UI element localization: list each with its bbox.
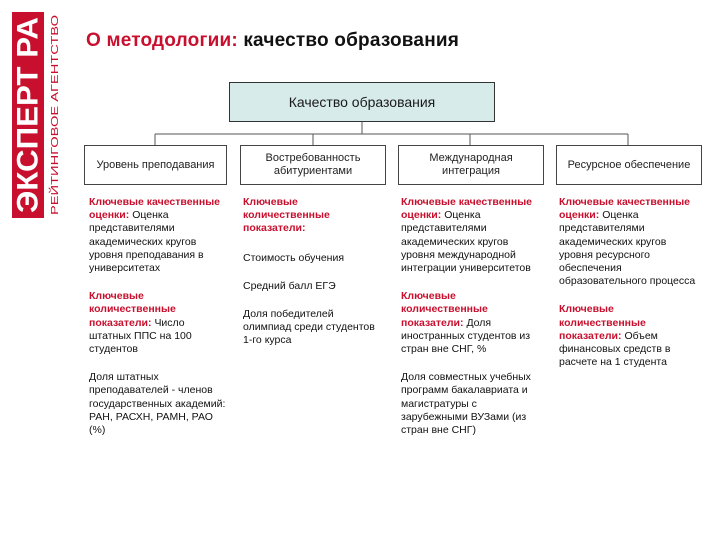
column-teaching [89, 196, 229, 452]
indicator-block [559, 303, 699, 369]
indicator-block [243, 308, 383, 348]
root-node-box [229, 82, 495, 122]
indicator-text: Оценка представителями академических кругов уровня ресурсного обеспечения образовательного процесса [559, 209, 696, 288]
column-header-international [398, 145, 544, 185]
indicator-key: Ключевые качественные оценки: [401, 196, 533, 222]
indicator-text: Объем финансовых средств в расчете на 1 студента [559, 329, 671, 369]
indicator-text: Средний балл ЕГЭ [243, 279, 336, 292]
column-header-label: Уровень преподавания [96, 158, 215, 171]
indicator-block [243, 280, 383, 293]
column-header-label: Ресурсное обеспечение [567, 158, 691, 171]
indicator-block [89, 290, 229, 356]
logo-main-text: ЭКСПЕРТ РА [11, 25, 45, 213]
indicator-key: Ключевые количественные показатели: [89, 290, 176, 329]
indicator-block [401, 371, 541, 437]
column-demand [243, 196, 383, 363]
column-header-teaching [84, 145, 227, 185]
indicator-key: Ключевые количественные показатели: [243, 196, 330, 235]
indicator-text: Доля победителей олимпиад среди студентов 1-го курса [243, 308, 375, 347]
indicator-text: Оценка представителями академических кругов уровня международной интеграции университетов [401, 209, 531, 275]
indicator-key: Ключевые количественные показатели: [401, 290, 488, 329]
page-title [86, 30, 459, 52]
indicator-block [401, 196, 541, 275]
indicator-block [243, 252, 383, 265]
indicator-text: Число штатных ППС на 100 студентов [89, 316, 192, 356]
indicator-block [89, 371, 229, 437]
root-node-label: Качество образования [288, 94, 436, 110]
indicator-key: Ключевые количественные показатели: [559, 303, 646, 342]
expert-ra-logo [8, 10, 66, 220]
logo-sub-text: РЕЙТИНГОВОЕ АГЕНТСТВО [49, 71, 61, 215]
indicator-text: Доля иностранных студентов из стран вне СНГ, % [401, 316, 531, 356]
title-main: качество образования [243, 30, 460, 51]
indicator-block [401, 290, 541, 356]
indicator-text: Оценка представителями академических кругов уровня преподавания в университетах [89, 209, 204, 275]
column-international [401, 196, 541, 452]
indicator-key: Ключевые качественные оценки: [89, 196, 221, 222]
indicator-block [243, 196, 383, 236]
column-resources [559, 196, 699, 384]
indicator-block [89, 196, 229, 275]
title-prefix: О методологии: [86, 30, 238, 51]
column-header-demand [240, 145, 386, 185]
column-header-label: Востребованность абитуриентами [265, 152, 361, 177]
indicator-text: Стоимость обучения [243, 251, 345, 264]
indicator-text: Доля штатных преподавателей - членов государственных академий: РАН, РАСХН, РАМН, РАО (%) [89, 371, 226, 437]
indicator-block [559, 196, 699, 288]
column-header-resources [556, 145, 702, 185]
indicator-key: Ключевые качественные оценки: [559, 196, 691, 222]
indicator-text: Доля совместных учебных программ бакалавриата и магистратуры с зарубежными ВУЗами (из стран вне СНГ) [401, 371, 531, 437]
column-header-label: Международная интеграция [429, 152, 513, 177]
